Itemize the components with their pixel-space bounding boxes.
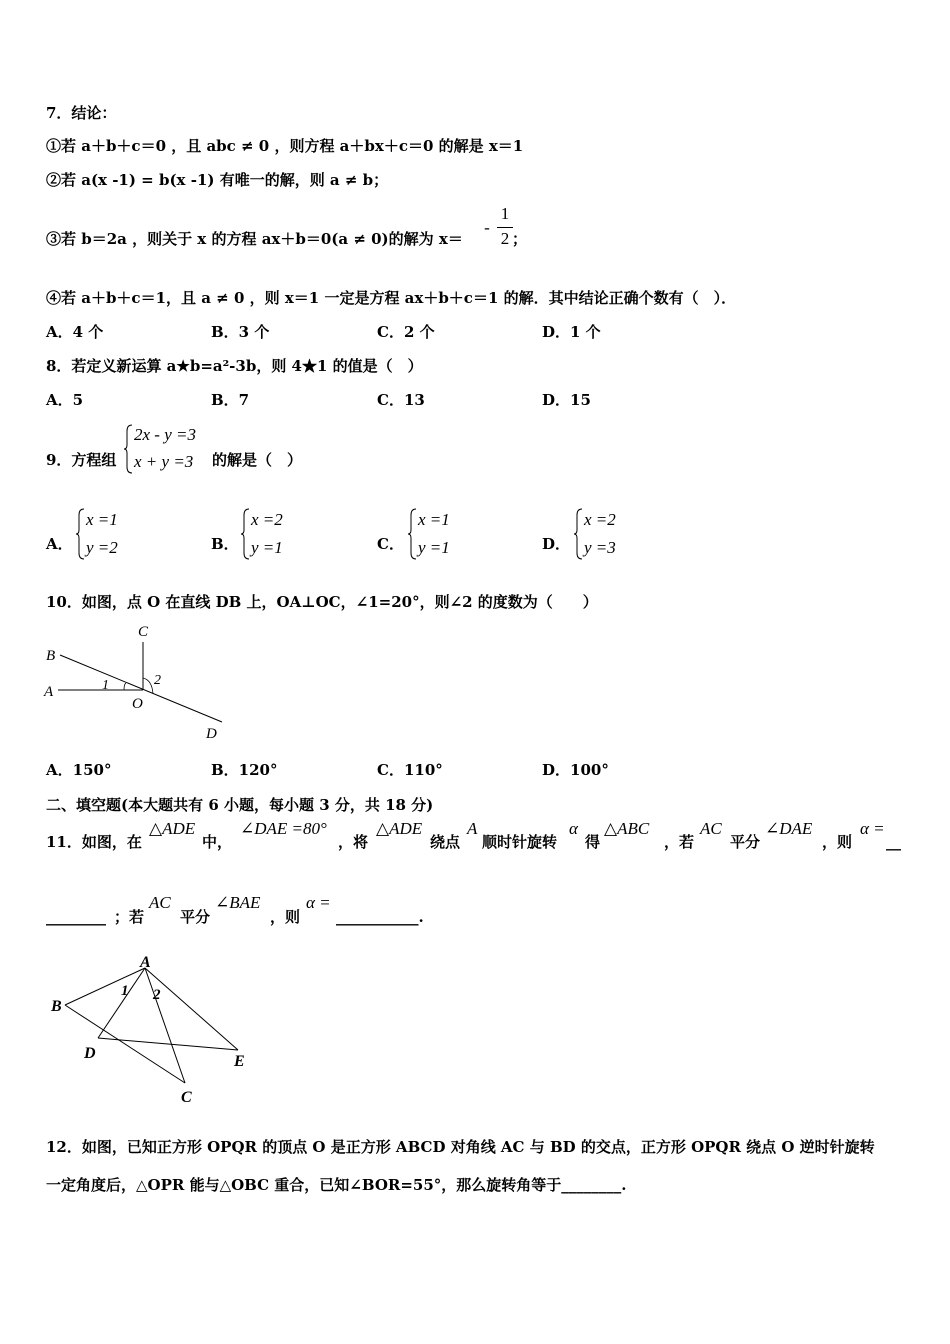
q11-ac: AC [700, 819, 722, 838]
q8-option-c: C．13 [377, 391, 425, 409]
q11-shunshi: 顺时针旋转 [482, 833, 558, 851]
q9-d-x: x =2 [584, 510, 616, 529]
brace-icon [408, 507, 418, 561]
q11-angle-dae: ∠DAE =80° [240, 819, 327, 838]
q11-l2-bae: ∠BAE [215, 893, 261, 912]
q10-option-c: C．110° [377, 761, 443, 779]
q11-figure [40, 950, 270, 1110]
label-a: A [140, 954, 151, 971]
q11-blank-1[interactable]: ________ [46, 908, 106, 926]
q7-s3-fraction-bar [497, 227, 513, 228]
label-2: 2 [154, 673, 161, 688]
q7-s3-denominator: 2 [500, 229, 510, 248]
label-c: C [138, 624, 149, 640]
q10-text: 10．如图，点 O 在直线 DB 上，OA⊥OC，∠1=20°，则∠2 的度数为（ ） [46, 593, 598, 611]
q9-eq2: x + y =3 [134, 452, 194, 471]
q11-num: 11．如图，在 [46, 833, 142, 851]
q7-option-b: B．3 个 [211, 323, 270, 341]
q11-zhong: 中， [202, 833, 233, 851]
q9-c-y: y =1 [418, 538, 450, 557]
q10-option-b: B．120° [211, 761, 278, 779]
q9-prefix: 9．方程组 [46, 451, 117, 469]
q7-statement-1: ①若 a＋b＋c＝0 ，且 abc ≠ 0 ，则方程 a＋bx＋c＝0 的解是 x＝1 [46, 137, 524, 155]
label-1: 1 [102, 678, 109, 693]
q8-text: 8．若定义新运算 a★b=a²-3b，则 4★1 的值是（ ） [46, 357, 423, 375]
q9-eq1: 2x - y =3 [134, 425, 196, 444]
brace-icon [76, 507, 86, 561]
q11-ruo: ，若 [664, 833, 695, 851]
q11-pingfen: 平分 [730, 833, 761, 851]
brace-icon [574, 507, 584, 561]
label-1: 1 [121, 983, 129, 999]
q10-option-a: A．150° [46, 761, 112, 779]
q11-tri-ade-2: △ADE [376, 819, 423, 838]
q7-s3-end: ； [512, 230, 528, 248]
segment-de [98, 1038, 238, 1050]
angle-1-arc [124, 683, 126, 690]
q7-s3-minus: - [484, 218, 490, 237]
q9-option-c-label: C． [377, 535, 404, 553]
label-e: E [234, 1053, 245, 1070]
section-2-heading: 二、填空题(本大题共有 6 小题，每小题 3 分，共 18 分) [46, 796, 434, 814]
q9-a-y: y =2 [86, 538, 118, 557]
q11-alpha-eq: α = [860, 819, 885, 838]
q9-equation-system [124, 423, 224, 475]
label-d: D [84, 1045, 96, 1062]
label-b: B [46, 648, 56, 664]
label-2: 2 [153, 987, 161, 1003]
q7-option-c: C．2 个 [377, 323, 435, 341]
q7-statement-4: ④若 a＋b＋c＝1，且 a ≠ 0 ，则 x＝1 一定是方程 ax＋b＋c＝1 的解．其中结论正确个数有（ ）． [46, 289, 737, 307]
q7-option-d: D．1 个 [542, 323, 601, 341]
q7-statement-3 [46, 229, 463, 249]
label-o: O [132, 696, 143, 712]
q8-option-a: A．5 [46, 391, 84, 409]
q9-option-a-label: A． [46, 535, 73, 553]
q11-l2-alpha: α = [306, 893, 331, 912]
q11-tri-abc: △ABC [604, 819, 650, 838]
q9-option-c-system [408, 507, 468, 561]
q11-l2-ruo: ；若 [114, 908, 145, 926]
q9-suffix: 的解是（ ） [212, 451, 303, 469]
q11-blank-2[interactable]: ___________. [336, 908, 424, 926]
q9-a-x: x =1 [86, 510, 118, 529]
q11-tri-ade: △ADE [149, 819, 196, 838]
brace-icon [241, 507, 251, 561]
q11-angle-dae-2: ∠DAE [765, 819, 813, 838]
q7-option-a: A．4 个 [46, 323, 104, 341]
q11-blank-1-start[interactable]: __ [886, 833, 901, 851]
q10-option-d: D．100° [542, 761, 609, 779]
q12-line-2: 一定角度后，△OPR 能与△OBC 重合，已知∠BOR=55°，那么旋转角等于________. [46, 1176, 627, 1194]
q11-alpha: α [569, 819, 578, 838]
q9-option-a-system [76, 507, 136, 561]
q8-option-b: B．7 [211, 391, 250, 409]
q11-point-a: A [467, 819, 478, 838]
q9-option-d-system [574, 507, 634, 561]
q9-option-d-label: D． [542, 535, 571, 553]
q11-l2-pingfen: 平分 [180, 908, 211, 926]
q7-title: 7．结论： [46, 104, 117, 122]
q9-d-y: y =3 [584, 538, 616, 557]
q7-statement-2: ②若 a(x -1) = b(x -1) 有唯一的解，则 a ≠ b； [46, 171, 389, 189]
q11-l2-ze: ，则 [270, 908, 301, 926]
q10-figure [40, 620, 240, 745]
q9-option-b-system [241, 507, 301, 561]
label-a: A [44, 684, 54, 700]
q9-option-b-label: B． [211, 535, 239, 553]
q9-b-y: y =1 [251, 538, 283, 557]
label-c: C [181, 1089, 192, 1106]
brace-icon [124, 423, 134, 475]
q11-ze: ，则 [822, 833, 853, 851]
label-d: D [206, 726, 217, 742]
q12-line-1: 12．如图，已知正方形 OPQR 的顶点 O 是正方形 ABCD 对角线 AC 与 BD 的交点，正方形 OPQR 绕点 O 逆时针旋转 [46, 1138, 875, 1156]
q11-raodian: 绕点 [430, 833, 461, 851]
q11-de: 得 [585, 833, 601, 851]
q11-l2-ac: AC [149, 893, 171, 912]
label-b: B [51, 998, 62, 1015]
q11-jiang: ，将 [338, 833, 369, 851]
q7-s3-numerator: 1 [500, 204, 510, 223]
q9-c-x: x =1 [418, 510, 450, 529]
q9-b-x: x =2 [251, 510, 283, 529]
q8-option-d: D．15 [542, 391, 591, 409]
q7-s3-text: ③若 b＝2a ，则关于 x 的方程 ax＋b＝0(a ≠ 0)的解为 x＝ [46, 230, 463, 248]
